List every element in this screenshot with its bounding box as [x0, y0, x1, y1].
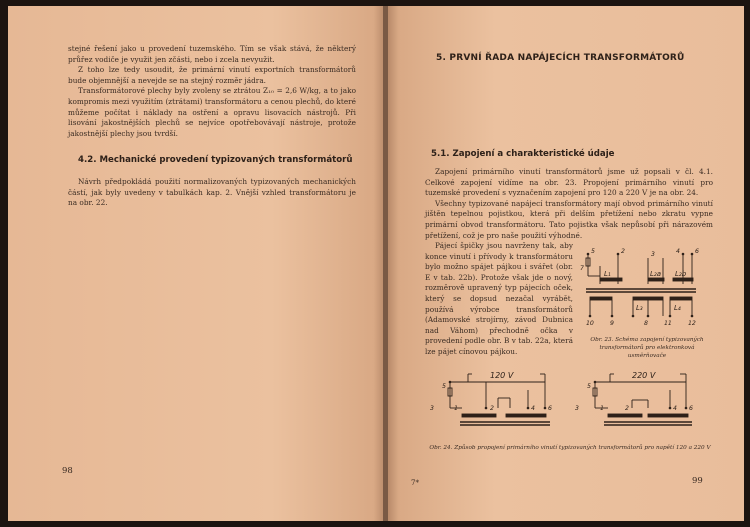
- fig24-terminal-label: 6: [548, 405, 552, 412]
- figure-23-caption: Obr. 23. Schéma zapojení typizovaných transformátorů pro elektronková usměrňovače: [590, 337, 704, 359]
- fig23-bottom-label: 9: [610, 320, 614, 327]
- fig24-terminal-label: 4: [531, 405, 535, 412]
- footer-mark: 7*: [411, 479, 419, 487]
- left-paragraph-3: Transformátorové plechy byly zvoleny se ztrátou Z₁₀ = 2,6 W/kg, a to jako kompromis mezi využitím (ztrátami) transformátoru a cenou plechů, do které můžeme počítat i náklady na ostření a opravu lisovacích nástrojů. Při lisování jakostnějších plechů se nejvíce opotřebovávají nástroje, protože jakostnější plechy jsou tvrdší.: [68, 86, 357, 138]
- fig23-top-label: 7: [580, 265, 584, 272]
- fig23-winding-label: L₂a: [650, 270, 661, 278]
- fig24-terminal-label: 3: [430, 405, 434, 412]
- right-section-heading: 5.1. Zapojení a charakteristické údaje: [431, 149, 615, 159]
- fig23-winding-label: L₃: [636, 304, 643, 312]
- fig24-terminal-label: 2: [490, 405, 494, 412]
- fig24-terminal-label: 6: [689, 405, 693, 412]
- left-page-text-top: [68, 44, 356, 139]
- right-paragraph-2: Všechny typizované napájecí transformátory mají obvod primárního vinutí jištěn tepelnou pojistkou, která při delším přetížení nebo zkratu vypne primární obvod transformátoru. Tato pojistka však nepůsobí při nárazovém přetížení, což je pro naše použití výhodné.: [425, 198, 713, 240]
- fig23-winding-label: L₄: [674, 304, 681, 312]
- fig24-terminal-label: 4: [673, 405, 677, 412]
- fig24-terminal-label: 5: [587, 383, 591, 390]
- figure-24-schematic: [420, 368, 720, 436]
- left-section-heading: 4.2. Mechanické provedení typizovaných transformátorů: [78, 155, 353, 165]
- fig23-top-label: 6: [695, 248, 699, 255]
- right-paragraph-1: Zapojení primárního vinutí transformátorů jsme už popsali v čl. 4.1. Celkové zapojení vidíme na obr. 23. Propojení primárního vinutí pro tuzemské provedení s vyznačením zapojení pro 120 a 220 V je na obr. 24.: [425, 167, 713, 198]
- fig23-bottom-label: 8: [644, 320, 648, 327]
- fig23-top-label: 4: [676, 248, 680, 255]
- fig24-voltage-right: 220 V: [632, 371, 656, 380]
- chapter-heading: 5. PRVNÍ ŘADA NAPÁJECÍCH TRANSFORMÁTORŮ: [436, 53, 685, 63]
- figure-24-caption: Obr. 24. Způsob propojení primárního vinutí typizovaných transformátorů pro napětí 120 a 220 V: [429, 445, 711, 451]
- fig23-winding-label: L₁: [604, 270, 611, 278]
- fig24-terminal-label: 3: [575, 405, 579, 412]
- fig23-top-label: 2: [621, 248, 625, 255]
- fig24-terminal-label: 5: [442, 383, 446, 390]
- right-page-number: 99: [692, 476, 703, 486]
- fig24-terminal-label: 2: [625, 405, 629, 412]
- fig24-terminal-label: 1: [600, 405, 604, 412]
- right-page-text-top: [425, 167, 713, 241]
- right-page-text-column: [425, 241, 573, 358]
- right-paragraph-3: Pájecí špičky jsou navrženy tak, aby konce vinutí i přívody k transformátoru bylo možno spájet pájkou i svářet (obr. E v tab. 22b). Protože však jde o nový, rozměrově upravený typ pájecích oček, který se dopsud nezačal vyrábět, používá výrobce transformátorů (Adamovské strojírny, závod Dubnica nad Váhom) přechodně očka v provedení podle obr. B v tab. 22a, která lze pájet cínovou pájkou.: [425, 241, 573, 356]
- fig23-bottom-label: 11: [664, 320, 672, 327]
- left-page-number: 98: [62, 466, 73, 476]
- fig24-voltage-left: 120 V: [490, 371, 514, 380]
- fig23-top-label: 3: [651, 251, 655, 258]
- fig23-bottom-label: 12: [688, 320, 696, 327]
- left-paragraph-1: stejné řešení jako u provedení tuzemského. Tím se však stává, že některý průřez vodiče je využit jen zčásti, nebo i zcela nevyužit.: [68, 44, 356, 64]
- fig24-terminal-label: 1: [454, 405, 458, 412]
- left-page-text-bottom: [68, 177, 356, 209]
- left-paragraph-4: Návrh předpokládá použití normalizovaných typizovaných mechanických částí, jak byly uvedeny v tabulkách kap. 2. Vnější vzhled transformátoru je na obr. 22.: [68, 177, 356, 208]
- fig23-winding-label: L₂b: [675, 270, 687, 278]
- figure-23-schematic: [578, 244, 713, 334]
- fig23-bottom-label: 10: [586, 320, 594, 327]
- fig23-top-label: 5: [591, 248, 595, 255]
- left-paragraph-2: Z toho lze tedy usoudit, že primární vinutí exportních transformátorů bude objemnější a nevejde se na stejný rozměr jádra.: [68, 65, 356, 85]
